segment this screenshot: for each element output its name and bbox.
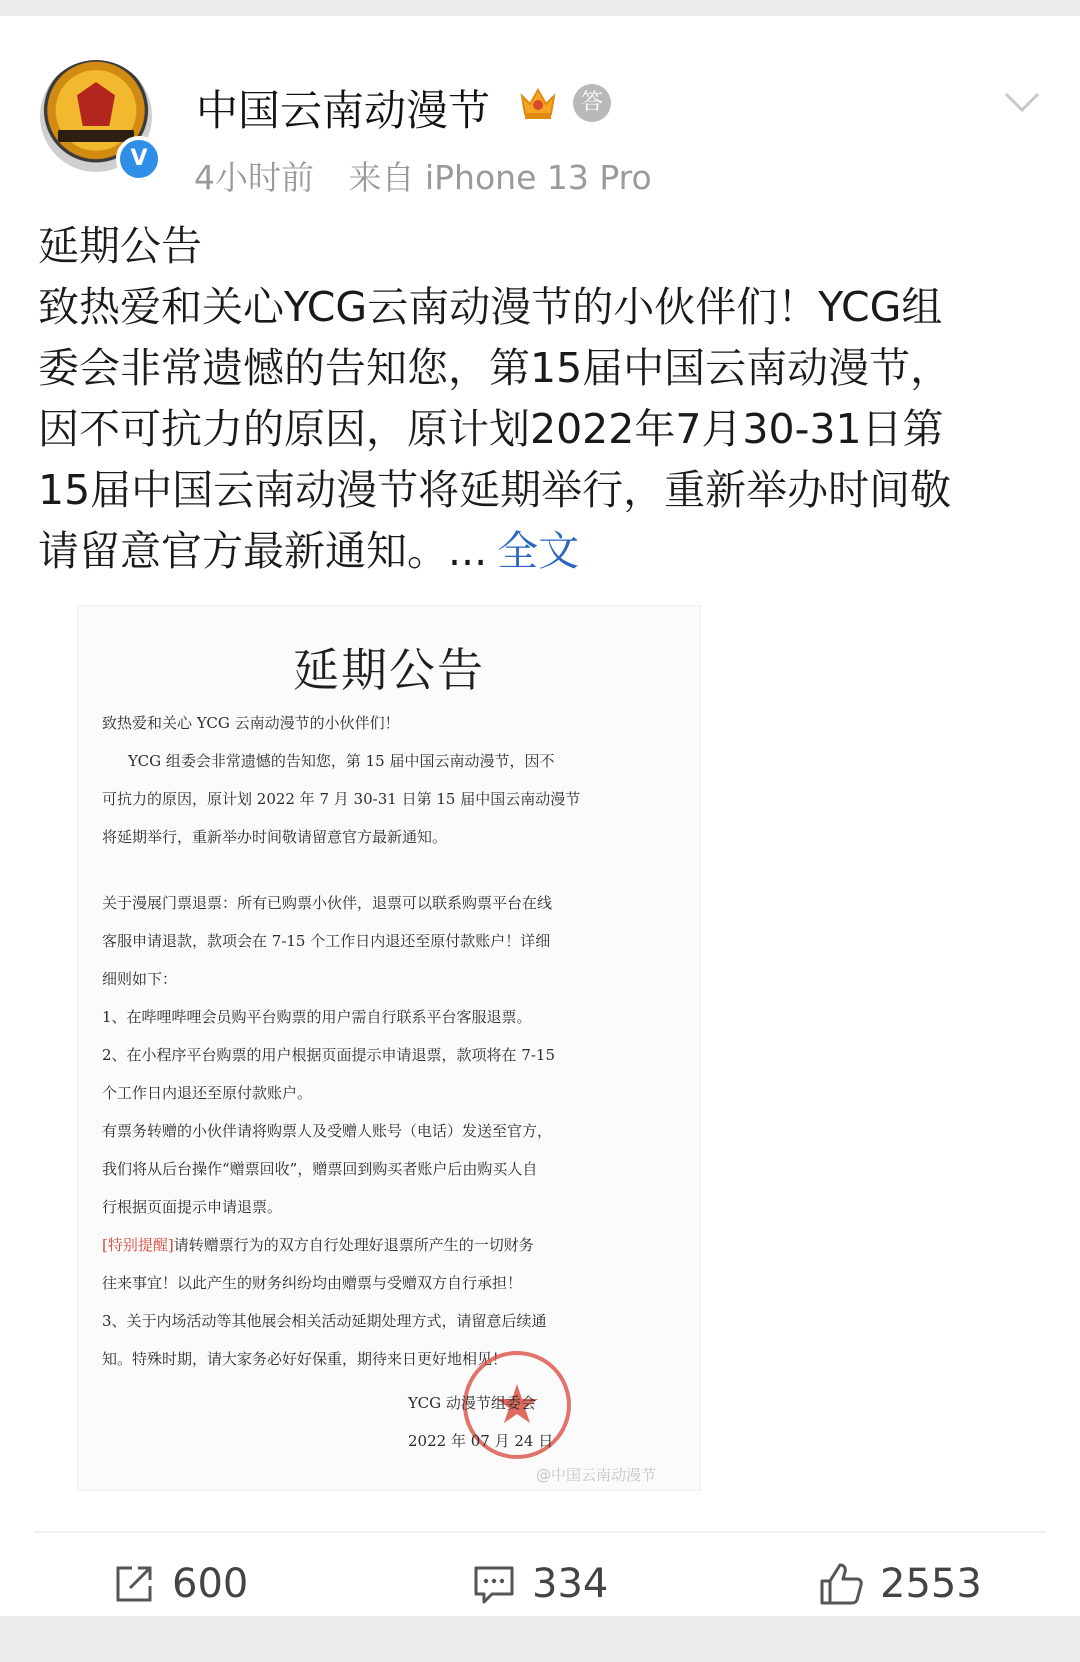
doc-line: YCG 组委会非常遗憾的告知您，第 15 届中国云南动漫节，因不 [128,752,555,770]
doc-line: 可抗力的原因，原计划 2022 年 7 月 30-31 日第 15 届中国云南动漫节 [102,790,581,808]
special-notice-tag: [特别提醒] [102,1236,174,1254]
doc-body [102,704,692,1378]
post-meta [194,152,652,199]
comment-button[interactable] [472,1554,608,1614]
doc-signature: YCG 动漫节组委会 [408,1394,536,1412]
doc-signature-block [408,1384,553,1460]
doc-line: 个工作日内退还至原付款账户。 [102,1084,313,1102]
verified-icon: V [116,136,162,182]
crown-badge-icon[interactable] [518,84,558,122]
post-line-4: 因不可抗力的原因，原计划2022年7月30-31日第 [38,405,944,453]
post-line-6-text: 请留意官方最新通知。... [38,527,488,575]
like-button[interactable] [818,1554,982,1614]
doc-line: 关于漫展门票退票：所有已购票小伙伴，退票可以联系购票平台在线 [102,894,553,912]
comment-icon [472,1562,516,1606]
doc-date: 2022 年 07 月 24 日 [408,1432,554,1450]
post-source: 来自 iPhone 13 Pro [348,158,652,197]
avatar-logo-mark [77,82,115,126]
post-time: 4小时前 [194,158,314,197]
comment-count: 334 [532,1561,609,1607]
image-watermark: @中国云南动漫节 [536,1466,657,1484]
action-divider [34,1531,1046,1533]
full-text-link[interactable]: 全文 [497,527,580,575]
doc-line: 细则如下： [102,970,178,988]
thumbs-up-icon [818,1561,864,1607]
special-notice-text: 请转赠票行为的双方自行处理好退票所产生的一切财务 [173,1236,534,1254]
doc-line: 我们将从后台操作“赠票回收”，赠票回到购买者账户后由购买人自 [102,1160,538,1178]
avatar-logo-banner [58,130,134,142]
author-name[interactable]: 中国云南动漫节 [196,86,491,135]
doc-line: 2、在小程序平台购票的用户根据页面提示申请退票，款项将在 7-15 [102,1046,556,1064]
doc-title: 延期公告 [293,643,485,697]
like-count: 2553 [880,1561,982,1607]
repost-count: 600 [172,1561,249,1607]
chevron-down-icon[interactable] [1004,84,1040,120]
post-line-1: 延期公告 [38,222,202,270]
post-line-2: 致热爱和关心YCG云南动漫节的小伙伴们！YCG组 [38,283,943,331]
weibo-post-card [0,16,1080,1616]
doc-line: 将延期举行，重新举办时间敬请留意官方最新通知。 [102,828,448,846]
answer-badge-icon[interactable]: 答 [573,84,611,122]
author-avatar[interactable] [40,60,158,178]
doc-greeting: 致热爱和关心 YCG 云南动漫节的小伙伴们！ [102,714,400,732]
repost-icon [112,1562,156,1606]
doc-line: 有票务转赠的小伙伴请将购票人及受赠人账号（电话）发送至官方， [102,1122,553,1140]
post-line-5: 15届中国云南动漫节将延期举行，重新举办时间敬 [38,466,952,514]
attached-notice-image[interactable] [78,606,700,1490]
doc-special-notice [102,1226,692,1264]
doc-line: 3、关于内场活动等其他展会相关活动延期处理方式，请留意后续通 [102,1312,547,1330]
post-line-3: 委会非常遗憾的告知您，第15届中国云南动漫节， [38,344,952,392]
doc-line: 1、在哔哩哔哩会员购平台购票的用户需自行联系平台客服退票。 [102,1008,532,1026]
post-line-6 [38,521,1048,582]
doc-line: 往来事宜！以此产生的财务纠纷均由赠票与受赠双方自行承担！ [102,1274,523,1292]
post-text [38,216,1048,582]
doc-line: 知。特殊时期，请大家务必好好保重，期待来日更好地相见！ [102,1350,508,1368]
doc-line: 客服申请退款，款项会在 7-15 个工作日内退还至原付款账户！详细 [102,932,551,950]
repost-button[interactable] [112,1554,248,1614]
doc-line: 行根据页面提示申请退票。 [102,1198,283,1216]
